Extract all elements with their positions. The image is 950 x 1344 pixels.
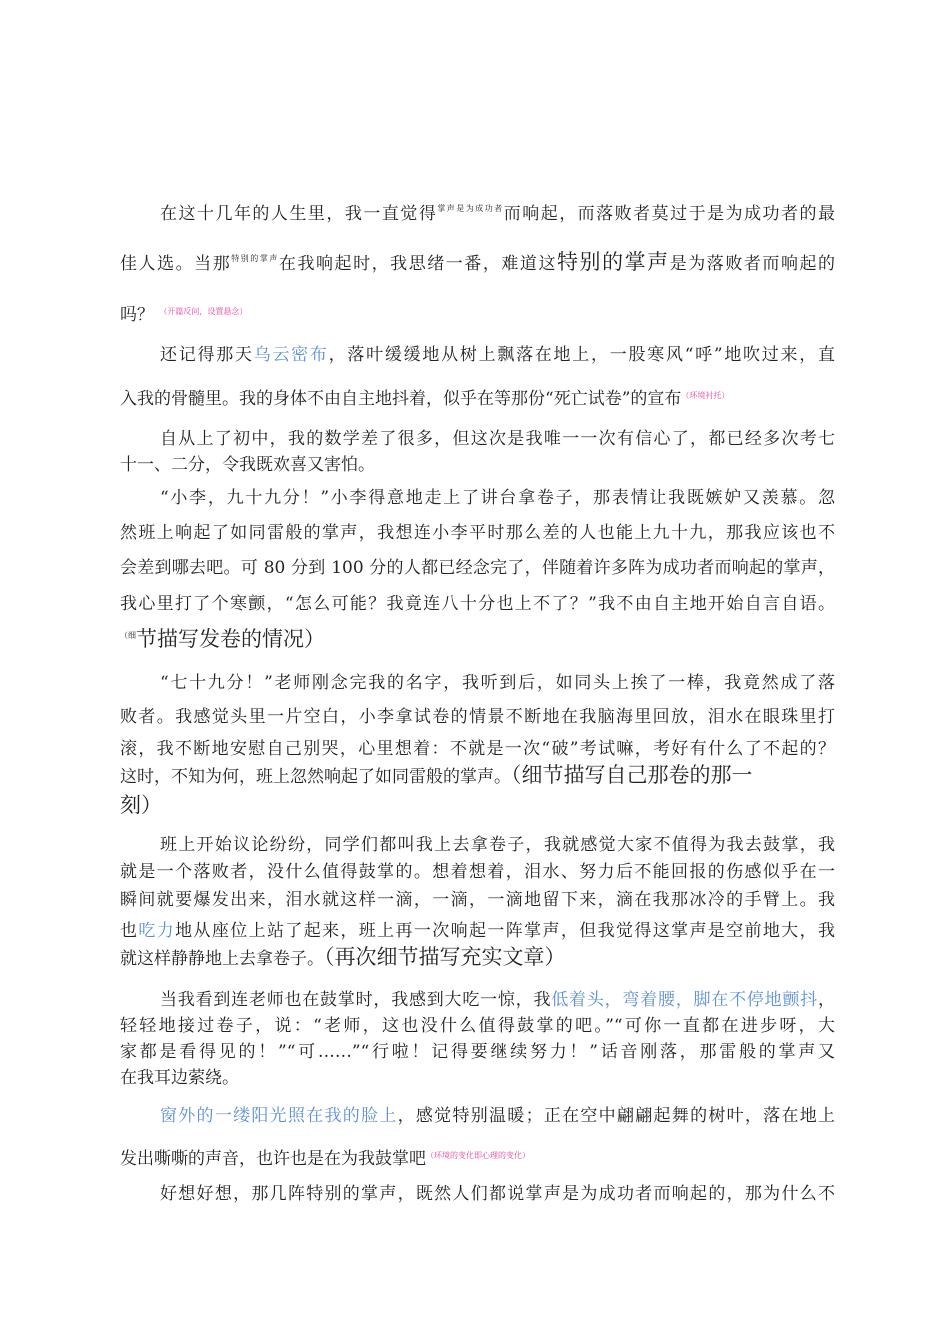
p7-line1: 当我看到连老师也在鼓掌时，我感到大吃一惊，我低着头，弯着腰，脚在不停地颤抖， xyxy=(160,990,836,1010)
p4-line5: $^{(细}$节描写发卷的情况） xyxy=(120,627,325,651)
p6-line2: 就是一个落败者，没什么值得鼓掌的。想着想着，泪水、努力后不能回报的伤感似乎在一 xyxy=(120,862,835,882)
p7-line4: 在我耳边萦绕。 xyxy=(120,1068,239,1088)
p1-line1: 在这十几年的人生里，我一直觉得$^{掌声是为成功者}$而响起，而落败者莫过于是为成功者的最 xyxy=(160,204,836,224)
p4-line3: 会差到哪去吧。可 80 分到 100 分的人都已经念完了，伴随着许多阵为成功者而响起的掌声， xyxy=(120,558,835,578)
p3-line1: 自从上了初中，我的数学差了很多，但这次是我唯一一次有信心了，都已经多次考七 xyxy=(160,429,835,449)
p7-line3: 家都是看得见的！”“可……”“行啦！记得要继续努力！”话音刚落，那雷般的掌声又 xyxy=(120,1042,835,1062)
p4-line4: 我心里打了个寒颤，“怎么可能？我竟连八十分也上不了？”我不由自主地开始自言自语。 xyxy=(120,594,835,614)
annotation-note: （开篇反问，设置悬念） xyxy=(159,307,248,316)
p5-line2: 败者。我感觉头里一片空白，小李拿试卷的情景不断地在我脑海里回放，泪水在眼珠里打 xyxy=(120,707,835,727)
p5-line4: 这时，不知为何，班上忽然响起了如同雷般的掌声。（细节描写自己那卷的那一 xyxy=(120,763,753,787)
p8-line2: 发出嘶嘶的声音，也许也是在为我鼓掌吧$^{(环境的变化即心理的变化)}$ xyxy=(120,1149,530,1169)
annotation-note: （环境的变化即心理的变化） xyxy=(426,1151,530,1160)
p3-line2: 十一、二分，令我既欢喜又害怕。 xyxy=(120,455,375,475)
p7-line2: 轻轻地接过卷子，说：“老师，这也没什么值得鼓掌的吧。”“可你一直都在进步呀，大 xyxy=(120,1016,835,1036)
p8-line1: 窗外的一缕阳光照在我的脸上，感觉特别温暖；正在空中翩翩起舞的树叶，落在地上 xyxy=(160,1106,836,1126)
p1-line2: 佳人选。当那$^{特别的掌声}$在我响起时，我思绪一番，难道这特别的掌声是为落败者而响起的 xyxy=(120,250,836,274)
p6-line1: 班上开始议论纷纷，同学们都叫我上去拿卷子，我就感觉大家不值得为我去鼓掌，我 xyxy=(160,835,835,855)
p9-line1: 好想好想，那几阵特别的掌声，既然人们都说掌声是为成功者而响起的，那为什么不 xyxy=(160,1184,835,1204)
p2-line2: 入我的骨髓里。我的身体不由自主地抖着，似乎在等那份“死亡试卷”的宣布$^{(环境衬托)}$ xyxy=(120,389,730,409)
p5-line3: 滚，我不断地安慰自己别哭，心里想着：不就是一次“破”考试嘛，考好有什么了不起的？ xyxy=(120,739,835,759)
p6-line4: 也吃力地从座位上站了起来，班上再一次响起一阵掌声，但我觉得这掌声是空前地大，我 xyxy=(120,921,836,941)
p6-line3: 瞬间就要爆发出来，泪水就这样一滴，一滴，一滴地留下来，滴在我那冰冷的手臂上。我 xyxy=(120,890,835,910)
p2-line1: 还记得那天乌云密布，落叶缓缓地从树上飘落在地上，一股寒风“呼”地吹过来，直 xyxy=(160,345,836,365)
p5-line1: “七十九分！”老师刚念完我的名字，我听到后，如同头上挨了一棒，我竟然成了落 xyxy=(160,673,835,693)
p1-line3: 吗？ $^{(开篇反问,设置悬念)}$ xyxy=(120,305,248,325)
p5-line5: 刻） xyxy=(120,793,162,817)
p6-line5: 就这样静静地上去拿卷子。（再次细节描写充实文章） xyxy=(120,945,566,969)
p4-line1: “小李，九十九分！”小李得意地走上了讲台拿卷子，那表情让我既嫉妒又羡慕。忽 xyxy=(160,488,835,508)
annotation-note: （环境衬托） xyxy=(681,391,730,400)
p4-line2: 然班上响起了如同雷般的掌声，我想连小李平时那么差的人也能上九十九，那我应该也不 xyxy=(120,523,835,543)
